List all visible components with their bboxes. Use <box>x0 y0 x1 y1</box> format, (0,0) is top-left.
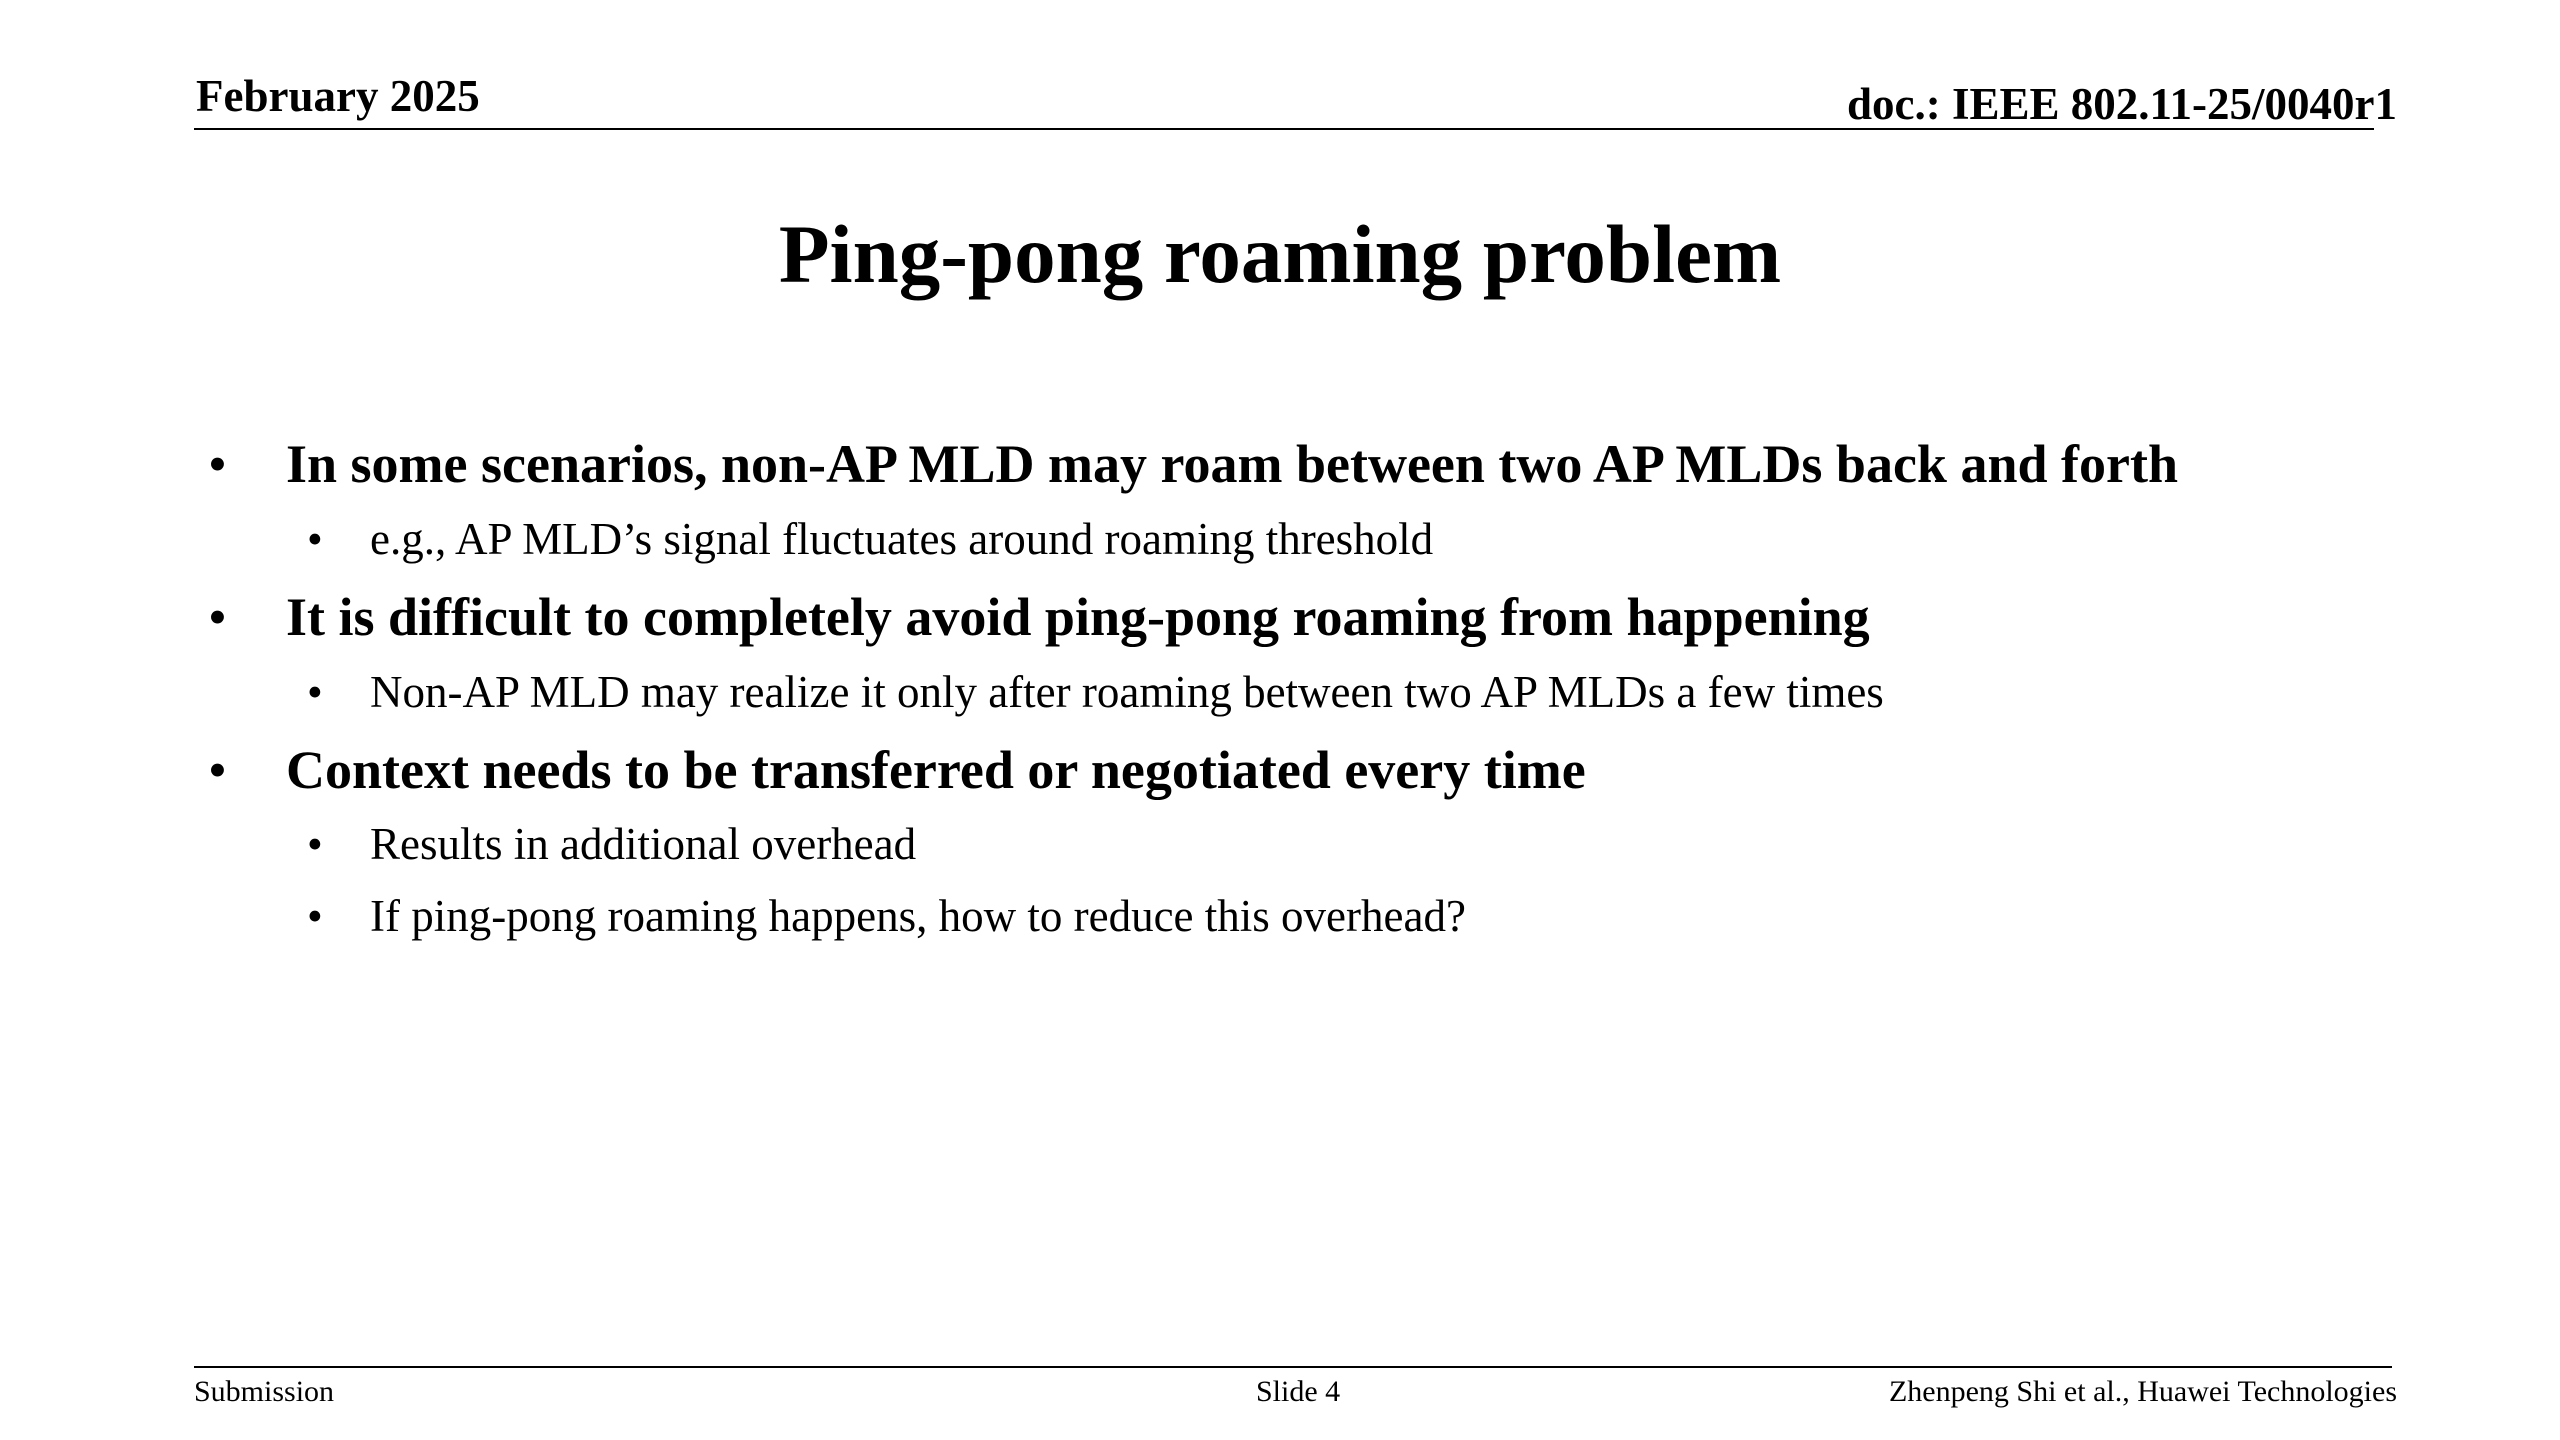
bullet-text: In some scenarios, non-AP MLD may roam between two AP MLDs back and forth <box>286 434 2178 494</box>
sub-bullet-text: Non-AP MLD may realize it only after roaming between two AP MLDs a few times <box>370 667 1884 717</box>
footer-slide-number: Slide 4 <box>1256 1375 1341 1408</box>
bullet-marker: • <box>307 819 323 869</box>
bullet-text: It is difficult to completely avoid ping-pong roaming from happening <box>286 587 1870 647</box>
sub-bullet-item <box>307 514 1434 564</box>
header-date: February 2025 <box>196 71 480 121</box>
sub-bullet-text: e.g., AP MLD’s signal fluctuates around roaming threshold <box>370 514 1434 564</box>
bullet-marker: • <box>307 514 323 564</box>
footer-submission: Submission <box>194 1375 335 1408</box>
sub-bullet-item <box>307 667 1884 717</box>
header-doc-id: doc.: IEEE 802.11-25/0040r1 <box>1846 79 2397 129</box>
footer-authors: Zhenpeng Shi et al., Huawei Technologies <box>1888 1375 2397 1408</box>
footer-divider <box>194 1366 2392 1368</box>
bullet-marker: • <box>307 891 323 941</box>
sub-bullet-text: Results in additional overhead <box>370 819 917 869</box>
bullet-marker: • <box>208 740 227 800</box>
bullet-text: Context needs to be transferred or negotiated every time <box>286 740 1586 800</box>
bullet-marker: • <box>208 587 227 647</box>
bullet-item <box>208 740 1586 800</box>
bullet-item <box>208 434 2178 494</box>
sub-bullet-text: If ping-pong roaming happens, how to reduce this overhead? <box>370 891 1466 941</box>
bullet-item <box>208 587 1870 647</box>
bullet-marker: • <box>208 434 227 494</box>
sub-bullet-item <box>307 891 1466 941</box>
bullet-marker: • <box>307 667 323 717</box>
sub-bullet-item <box>307 819 917 869</box>
slide-title: Ping-pong roaming problem <box>778 208 1782 300</box>
